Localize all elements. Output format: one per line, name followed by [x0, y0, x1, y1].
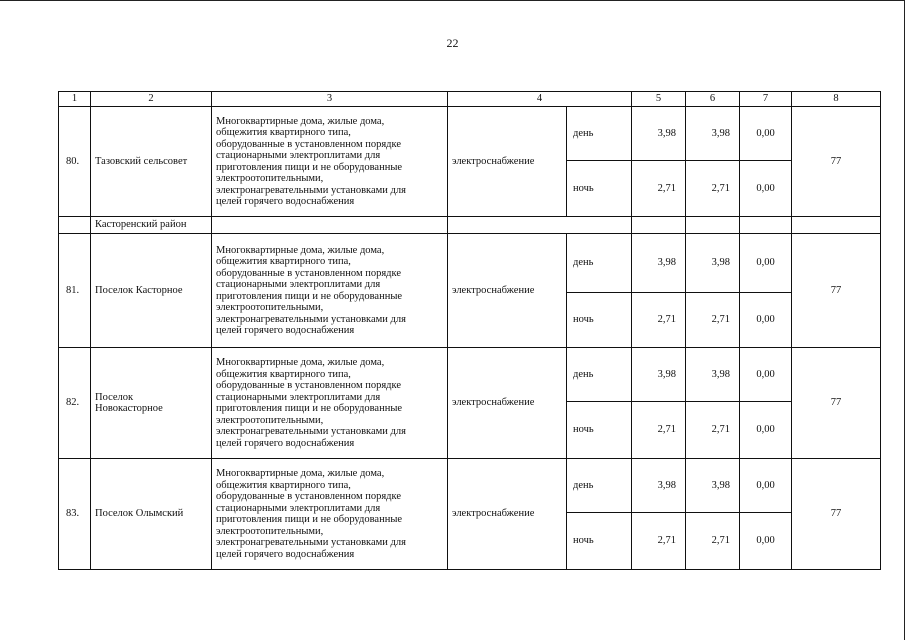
settlement-name: Тазовский сельсовет: [91, 107, 212, 217]
value-col-7: 0,00: [740, 348, 792, 402]
row-number: 81.: [59, 234, 91, 348]
period-night: ночь: [567, 513, 632, 570]
value-col-7: 0,00: [740, 459, 792, 513]
service-type: электроснабжение: [448, 234, 567, 348]
value-col-7: 0,00: [740, 402, 792, 459]
period-night: ночь: [567, 293, 632, 348]
value-col-8: 77: [792, 234, 881, 348]
table-row: [59, 348, 881, 402]
row-number: 80.: [59, 107, 91, 217]
header-row: [59, 92, 881, 107]
value-col-5: 3,98: [632, 234, 686, 293]
value-col-8: 77: [792, 459, 881, 570]
settlement-name: Поселок Олымский: [91, 459, 212, 570]
district-row: [59, 217, 881, 234]
value-col-7: 0,00: [740, 234, 792, 293]
settlement-name: Поселок Новокасторное: [91, 348, 212, 459]
service-type: электроснабжение: [448, 107, 567, 217]
value-col-5: 3,98: [632, 459, 686, 513]
header-col-4: 4: [448, 92, 632, 107]
value-col-7: 0,00: [740, 161, 792, 217]
period-day: день: [567, 459, 632, 513]
value-col-6: 2,71: [686, 161, 740, 217]
value-col-7: 0,00: [740, 293, 792, 348]
value-col-5: 3,98: [632, 348, 686, 402]
value-col-5: 2,71: [632, 402, 686, 459]
table-row: [59, 459, 881, 513]
consumer-description: Многоквартирные дома, жилые дома, общежития квартирного типа, оборудованные в установленном порядке стационарными электроплитами для приготовления пищи и не оборудованные электроотопительными, электронагревательными установками для целей горячего водоснабжения: [212, 348, 448, 459]
value-col-6: 3,98: [686, 234, 740, 293]
period-night: ночь: [567, 402, 632, 459]
row-number: 82.: [59, 348, 91, 459]
table-row: [59, 234, 881, 293]
period-day: день: [567, 234, 632, 293]
header-col-2: 2: [91, 92, 212, 107]
header-col-6: 6: [686, 92, 740, 107]
service-type: электроснабжение: [448, 348, 567, 459]
header-col-3: 3: [212, 92, 448, 107]
value-col-6: 3,98: [686, 107, 740, 161]
value-col-7: 0,00: [740, 107, 792, 161]
period-day: день: [567, 348, 632, 402]
value-col-6: 2,71: [686, 513, 740, 570]
value-col-8: 77: [792, 348, 881, 459]
consumer-description: Многоквартирные дома, жилые дома, общежития квартирного типа, оборудованные в установленном порядке стационарными электроплитами для приготовления пищи и не оборудованные электроотопительными, электронагревательными установками для целей горячего водоснабжения: [212, 107, 448, 217]
header-col-8: 8: [792, 92, 881, 107]
header-col-5: 5: [632, 92, 686, 107]
service-type: электроснабжение: [448, 459, 567, 570]
value-col-7: 0,00: [740, 513, 792, 570]
page-top-border: [0, 0, 905, 1]
header-col-1: 1: [59, 92, 91, 107]
value-col-5: 3,98: [632, 107, 686, 161]
district-name: Касторенский район: [91, 217, 212, 234]
value-col-5: 2,71: [632, 161, 686, 217]
header-col-7: 7: [740, 92, 792, 107]
value-col-6: 3,98: [686, 348, 740, 402]
period-day: день: [567, 107, 632, 161]
value-col-6: 2,71: [686, 293, 740, 348]
consumer-description: Многоквартирные дома, жилые дома, общежития квартирного типа, оборудованные в установленном порядке стационарными электроплитами для приготовления пищи и не оборудованные электроотопительными, электронагревательными установками для целей горячего водоснабжения: [212, 234, 448, 348]
period-night: ночь: [567, 161, 632, 217]
settlement-name: Поселок Касторное: [91, 234, 212, 348]
value-col-8: 77: [792, 107, 881, 217]
row-number: 83.: [59, 459, 91, 570]
consumer-description: Многоквартирные дома, жилые дома, общежития квартирного типа, оборудованные в установленном порядке стационарными электроплитами для приготовления пищи и не оборудованные электроотопительными, электронагревательными установками для целей горячего водоснабжения: [212, 459, 448, 570]
value-col-5: 2,71: [632, 293, 686, 348]
table-row: [59, 107, 881, 161]
value-col-5: 2,71: [632, 513, 686, 570]
page-number: 22: [446, 36, 459, 50]
value-col-6: 3,98: [686, 459, 740, 513]
value-col-6: 2,71: [686, 402, 740, 459]
tariff-table: [58, 91, 881, 570]
